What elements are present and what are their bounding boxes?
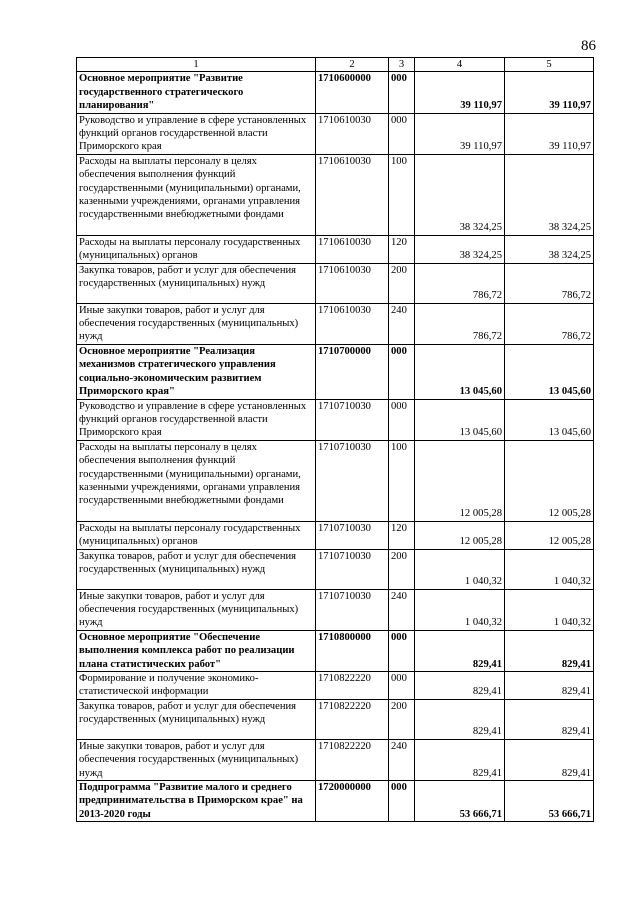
row-value-col4: 39 110,97 <box>415 72 505 113</box>
row-name: Основное мероприятие "Обеспечение выполнения комплекса работ по реализации плана статистических работ" <box>77 630 316 671</box>
row-expense-type: 000 <box>389 344 415 399</box>
row-expense-type: 120 <box>389 235 415 263</box>
table-row <box>77 440 594 521</box>
row-value-col5: 829,41 <box>505 739 594 780</box>
row-expense-type: 200 <box>389 263 415 303</box>
row-expense-type: 240 <box>389 303 415 344</box>
row-name: Закупка товаров, работ и услуг для обеспечения государственных (муниципальных) нужд <box>77 263 316 303</box>
table-row <box>77 521 594 549</box>
row-value-col4: 12 005,28 <box>415 440 505 521</box>
row-value-col5: 786,72 <box>505 263 594 303</box>
row-code: 1710610030 <box>316 154 389 235</box>
row-name: Расходы на выплаты персоналу государственных (муниципальных) органов <box>77 521 316 549</box>
row-code: 1710710030 <box>316 589 389 630</box>
row-expense-type: 000 <box>389 113 415 154</box>
row-expense-type: 240 <box>389 589 415 630</box>
row-expense-type: 000 <box>389 72 415 113</box>
row-code: 1710610030 <box>316 235 389 263</box>
row-code: 1710610030 <box>316 303 389 344</box>
row-name: Формирование и получение экономико-статистической информации <box>77 671 316 699</box>
header-col-2: 2 <box>316 58 389 72</box>
row-name: Руководство и управление в сфере установленных функций органов государственной власти Приморского края <box>77 399 316 440</box>
row-expense-type: 200 <box>389 699 415 739</box>
row-value-col5: 13 045,60 <box>505 399 594 440</box>
budget-table <box>76 57 594 822</box>
table-row <box>77 589 594 630</box>
row-value-col5: 53 666,71 <box>505 781 594 822</box>
table-row <box>77 235 594 263</box>
row-name: Закупка товаров, работ и услуг для обеспечения государственных (муниципальных) нужд <box>77 549 316 589</box>
row-value-col4: 829,41 <box>415 671 505 699</box>
row-expense-type: 100 <box>389 154 415 235</box>
table-row <box>77 630 594 671</box>
row-code: 1710822220 <box>316 739 389 780</box>
row-value-col5: 829,41 <box>505 671 594 699</box>
row-name: Расходы на выплаты персоналу в целях обеспечения выполнения функций государственными (муниципальными) органами, казенными учреждениями, органами управления государственными внебюджетными фондами <box>77 440 316 521</box>
row-code: 1710710030 <box>316 399 389 440</box>
row-value-col5: 12 005,28 <box>505 440 594 521</box>
table-row <box>77 72 594 113</box>
table-row <box>77 739 594 780</box>
row-name: Иные закупки товаров, работ и услуг для обеспечения государственных (муниципальных) нужд <box>77 589 316 630</box>
row-expense-type: 000 <box>389 630 415 671</box>
row-value-col5: 829,41 <box>505 699 594 739</box>
table-row <box>77 344 594 399</box>
table-row <box>77 781 594 822</box>
row-code: 1710700000 <box>316 344 389 399</box>
row-value-col4: 12 005,28 <box>415 521 505 549</box>
row-value-col4: 13 045,60 <box>415 344 505 399</box>
row-value-col4: 1 040,32 <box>415 549 505 589</box>
row-code: 1710822220 <box>316 671 389 699</box>
row-expense-type: 000 <box>389 781 415 822</box>
row-expense-type: 000 <box>389 671 415 699</box>
row-name: Закупка товаров, работ и услуг для обеспечения государственных (муниципальных) нужд <box>77 699 316 739</box>
header-col-4: 4 <box>415 58 505 72</box>
row-code: 1710710030 <box>316 549 389 589</box>
row-code: 1710710030 <box>316 521 389 549</box>
row-value-col5: 38 324,25 <box>505 235 594 263</box>
row-code: 1720000000 <box>316 781 389 822</box>
row-value-col4: 53 666,71 <box>415 781 505 822</box>
row-value-col4: 829,41 <box>415 630 505 671</box>
row-value-col4: 38 324,25 <box>415 235 505 263</box>
row-code: 1710610030 <box>316 263 389 303</box>
table-row <box>77 263 594 303</box>
budget-table-body <box>77 58 594 822</box>
row-value-col5: 39 110,97 <box>505 72 594 113</box>
row-value-col5: 829,41 <box>505 630 594 671</box>
row-name: Основное мероприятие "Реализация механизмов стратегического управления социально-экономическим развитием Приморского края" <box>77 344 316 399</box>
row-expense-type: 200 <box>389 549 415 589</box>
header-col-3: 3 <box>389 58 415 72</box>
row-name: Иные закупки товаров, работ и услуг для обеспечения государственных (муниципальных) нужд <box>77 739 316 780</box>
row-value-col5: 786,72 <box>505 303 594 344</box>
table-row <box>77 671 594 699</box>
row-name: Расходы на выплаты персоналу государственных (муниципальных) органов <box>77 235 316 263</box>
row-expense-type: 100 <box>389 440 415 521</box>
row-value-col4: 39 110,97 <box>415 113 505 154</box>
row-name: Расходы на выплаты персоналу в целях обеспечения выполнения функций государственными (муниципальными) органами, казенными учреждениями, органами управления государственными внебюджетными фондами <box>77 154 316 235</box>
row-value-col4: 13 045,60 <box>415 399 505 440</box>
row-value-col4: 1 040,32 <box>415 589 505 630</box>
header-col-5: 5 <box>505 58 594 72</box>
row-value-col5: 13 045,60 <box>505 344 594 399</box>
header-col-1: 1 <box>77 58 316 72</box>
row-value-col4: 829,41 <box>415 739 505 780</box>
row-value-col4: 786,72 <box>415 303 505 344</box>
row-code: 1710822220 <box>316 699 389 739</box>
row-name: Руководство и управление в сфере установленных функций органов государственной власти Приморского края <box>77 113 316 154</box>
table-row <box>77 399 594 440</box>
table-row <box>77 549 594 589</box>
row-code: 1710600000 <box>316 72 389 113</box>
page-number: 86 <box>581 38 596 54</box>
table-row <box>77 113 594 154</box>
row-code: 1710710030 <box>316 440 389 521</box>
row-value-col5: 1 040,32 <box>505 549 594 589</box>
row-expense-type: 120 <box>389 521 415 549</box>
row-value-col5: 39 110,97 <box>505 113 594 154</box>
row-code: 1710800000 <box>316 630 389 671</box>
table-header-row <box>77 58 594 72</box>
row-code: 1710610030 <box>316 113 389 154</box>
row-name: Подпрограмма "Развитие малого и среднего предпринимательства в Приморском крае" на 2013-2020 годы <box>77 781 316 822</box>
row-value-col5: 1 040,32 <box>505 589 594 630</box>
row-expense-type: 000 <box>389 399 415 440</box>
row-name: Основное мероприятие "Развитие государственного стратегического планирования" <box>77 72 316 113</box>
row-value-col4: 829,41 <box>415 699 505 739</box>
table-row <box>77 154 594 235</box>
table-row <box>77 303 594 344</box>
row-value-col4: 786,72 <box>415 263 505 303</box>
row-value-col4: 38 324,25 <box>415 154 505 235</box>
table-row <box>77 699 594 739</box>
row-value-col5: 12 005,28 <box>505 521 594 549</box>
row-name: Иные закупки товаров, работ и услуг для обеспечения государственных (муниципальных) нужд <box>77 303 316 344</box>
row-value-col5: 38 324,25 <box>505 154 594 235</box>
row-expense-type: 240 <box>389 739 415 780</box>
